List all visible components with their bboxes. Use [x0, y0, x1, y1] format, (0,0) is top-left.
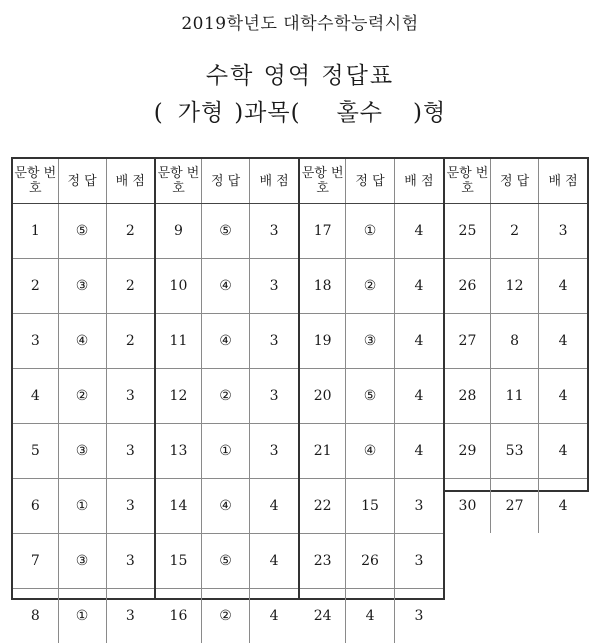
question-number: 1 — [13, 204, 58, 259]
points-cell: 4 — [250, 589, 298, 643]
question-number: 27 — [445, 314, 490, 369]
table-row — [156, 534, 298, 589]
answer-cell: 2 — [490, 204, 538, 259]
answer-cell: ② — [201, 589, 249, 643]
question-number: 15 — [156, 534, 201, 589]
table-row — [156, 589, 298, 643]
answer-cell: 27 — [490, 479, 538, 534]
points-cell: 3 — [394, 589, 443, 643]
table-row — [156, 479, 298, 534]
table-row — [13, 589, 154, 643]
exam-type-line — [0, 94, 600, 127]
answer-cell: 26 — [346, 534, 395, 589]
exam-title: 2019학년도 대학수학능력시험 — [0, 9, 600, 34]
table-row — [156, 424, 298, 479]
question-number: 28 — [445, 369, 490, 424]
table-row — [156, 259, 298, 314]
question-number: 16 — [156, 589, 201, 643]
points-cell: 3 — [106, 369, 154, 424]
answer-block-3 — [298, 157, 445, 600]
subject-label: )과목( — [234, 94, 300, 127]
table-row — [13, 314, 154, 369]
answer-cell: ③ — [58, 534, 106, 589]
header-number: 문항 번호 — [13, 159, 58, 204]
points-cell: 4 — [250, 534, 298, 589]
question-number: 2 — [13, 259, 58, 314]
header-points: 배 점 — [250, 159, 298, 204]
table-row — [445, 424, 587, 479]
answer-cell: ④ — [201, 259, 249, 314]
question-number: 12 — [156, 369, 201, 424]
question-number: 29 — [445, 424, 490, 479]
table-row — [13, 204, 154, 259]
answer-cell: 8 — [490, 314, 538, 369]
points-cell: 2 — [106, 314, 154, 369]
table-row — [300, 589, 443, 643]
answer-cell: 53 — [490, 424, 538, 479]
points-cell: 4 — [394, 259, 443, 314]
question-number: 4 — [13, 369, 58, 424]
answer-cell: 4 — [346, 589, 395, 643]
points-cell: 4 — [250, 479, 298, 534]
table-row — [300, 534, 443, 589]
header-answer: 정 답 — [346, 159, 395, 204]
question-number: 19 — [300, 314, 346, 369]
points-cell: 3 — [250, 369, 298, 424]
points-cell: 3 — [106, 479, 154, 534]
table-row — [445, 479, 587, 534]
answer-block-4 — [443, 157, 589, 492]
table-row — [13, 424, 154, 479]
points-cell: 4 — [394, 204, 443, 259]
answer-cell: ③ — [58, 259, 106, 314]
question-number: 30 — [445, 479, 490, 534]
answer-cell: 12 — [490, 259, 538, 314]
points-cell: 4 — [394, 314, 443, 369]
table-row — [13, 534, 154, 589]
answer-cell: ⑤ — [201, 534, 249, 589]
answer-cell: ④ — [201, 314, 249, 369]
question-number: 13 — [156, 424, 201, 479]
table-row — [300, 204, 443, 259]
answer-cell: 15 — [346, 479, 395, 534]
answer-cell: ① — [346, 204, 395, 259]
table-row — [300, 479, 443, 534]
answer-cell: ④ — [346, 424, 395, 479]
parity-value: 홀수 — [337, 94, 383, 127]
table-row — [445, 259, 587, 314]
table-row — [13, 369, 154, 424]
points-cell: 3 — [394, 479, 443, 534]
answer-cell: ⑤ — [346, 369, 395, 424]
answer-cell: ① — [58, 589, 106, 643]
answer-cell: ② — [58, 369, 106, 424]
answer-block-1 — [11, 157, 156, 600]
question-number: 7 — [13, 534, 58, 589]
answer-cell: 11 — [490, 369, 538, 424]
answer-cell: ③ — [58, 424, 106, 479]
points-cell: 3 — [250, 424, 298, 479]
points-cell: 3 — [106, 534, 154, 589]
header-points: 배 점 — [394, 159, 443, 204]
exam-type-value: 가형 — [178, 94, 224, 127]
points-cell: 3 — [539, 204, 587, 259]
question-number: 14 — [156, 479, 201, 534]
points-cell: 3 — [250, 204, 298, 259]
table-row — [445, 204, 587, 259]
points-cell: 4 — [394, 424, 443, 479]
header-answer: 정 답 — [490, 159, 538, 204]
table-row — [300, 259, 443, 314]
points-cell: 4 — [539, 479, 587, 534]
points-cell: 4 — [539, 424, 587, 479]
answer-cell: ⑤ — [58, 204, 106, 259]
question-number: 17 — [300, 204, 346, 259]
points-cell: 4 — [394, 369, 443, 424]
points-cell: 4 — [539, 369, 587, 424]
table-row — [156, 314, 298, 369]
question-number: 21 — [300, 424, 346, 479]
table-row — [13, 479, 154, 534]
table-row — [300, 424, 443, 479]
question-number: 9 — [156, 204, 201, 259]
question-number: 10 — [156, 259, 201, 314]
answer-cell: ① — [201, 424, 249, 479]
points-cell: 4 — [539, 259, 587, 314]
table-row — [300, 314, 443, 369]
answer-cell: ① — [58, 479, 106, 534]
question-number: 5 — [13, 424, 58, 479]
question-number: 3 — [13, 314, 58, 369]
points-cell: 3 — [106, 424, 154, 479]
points-cell: 3 — [250, 314, 298, 369]
question-number: 18 — [300, 259, 346, 314]
question-number: 24 — [300, 589, 346, 643]
question-number: 22 — [300, 479, 346, 534]
question-number: 20 — [300, 369, 346, 424]
question-number: 6 — [13, 479, 58, 534]
page-title: 수학 영역 정답표 — [0, 57, 600, 90]
answer-block-2 — [154, 157, 300, 600]
header-number: 문항 번호 — [156, 159, 201, 204]
header-answer: 정 답 — [58, 159, 106, 204]
type-label: )형 — [413, 94, 446, 127]
table-row — [300, 369, 443, 424]
table-row — [445, 314, 587, 369]
points-cell: 3 — [250, 259, 298, 314]
question-number: 23 — [300, 534, 346, 589]
points-cell: 3 — [394, 534, 443, 589]
question-number: 11 — [156, 314, 201, 369]
header-points: 배 점 — [539, 159, 587, 204]
table-row — [445, 369, 587, 424]
question-number: 25 — [445, 204, 490, 259]
answer-cell: ④ — [201, 479, 249, 534]
question-number: 26 — [445, 259, 490, 314]
table-row — [156, 204, 298, 259]
points-cell: 2 — [106, 259, 154, 314]
answer-cell: ② — [346, 259, 395, 314]
table-row — [156, 369, 298, 424]
answer-cell: ⑤ — [201, 204, 249, 259]
answer-cell: ③ — [346, 314, 395, 369]
type-open-paren: ( — [154, 100, 164, 126]
table-row — [13, 259, 154, 314]
points-cell: 2 — [106, 204, 154, 259]
question-number: 8 — [13, 589, 58, 643]
answer-cell: ④ — [58, 314, 106, 369]
header-answer: 정 답 — [201, 159, 249, 204]
answer-key-table — [11, 157, 589, 600]
header-number: 문항 번호 — [300, 159, 346, 204]
points-cell: 3 — [106, 589, 154, 643]
points-cell: 4 — [539, 314, 587, 369]
header-points: 배 점 — [106, 159, 154, 204]
answer-cell: ② — [201, 369, 249, 424]
header-number: 문항 번호 — [445, 159, 490, 204]
